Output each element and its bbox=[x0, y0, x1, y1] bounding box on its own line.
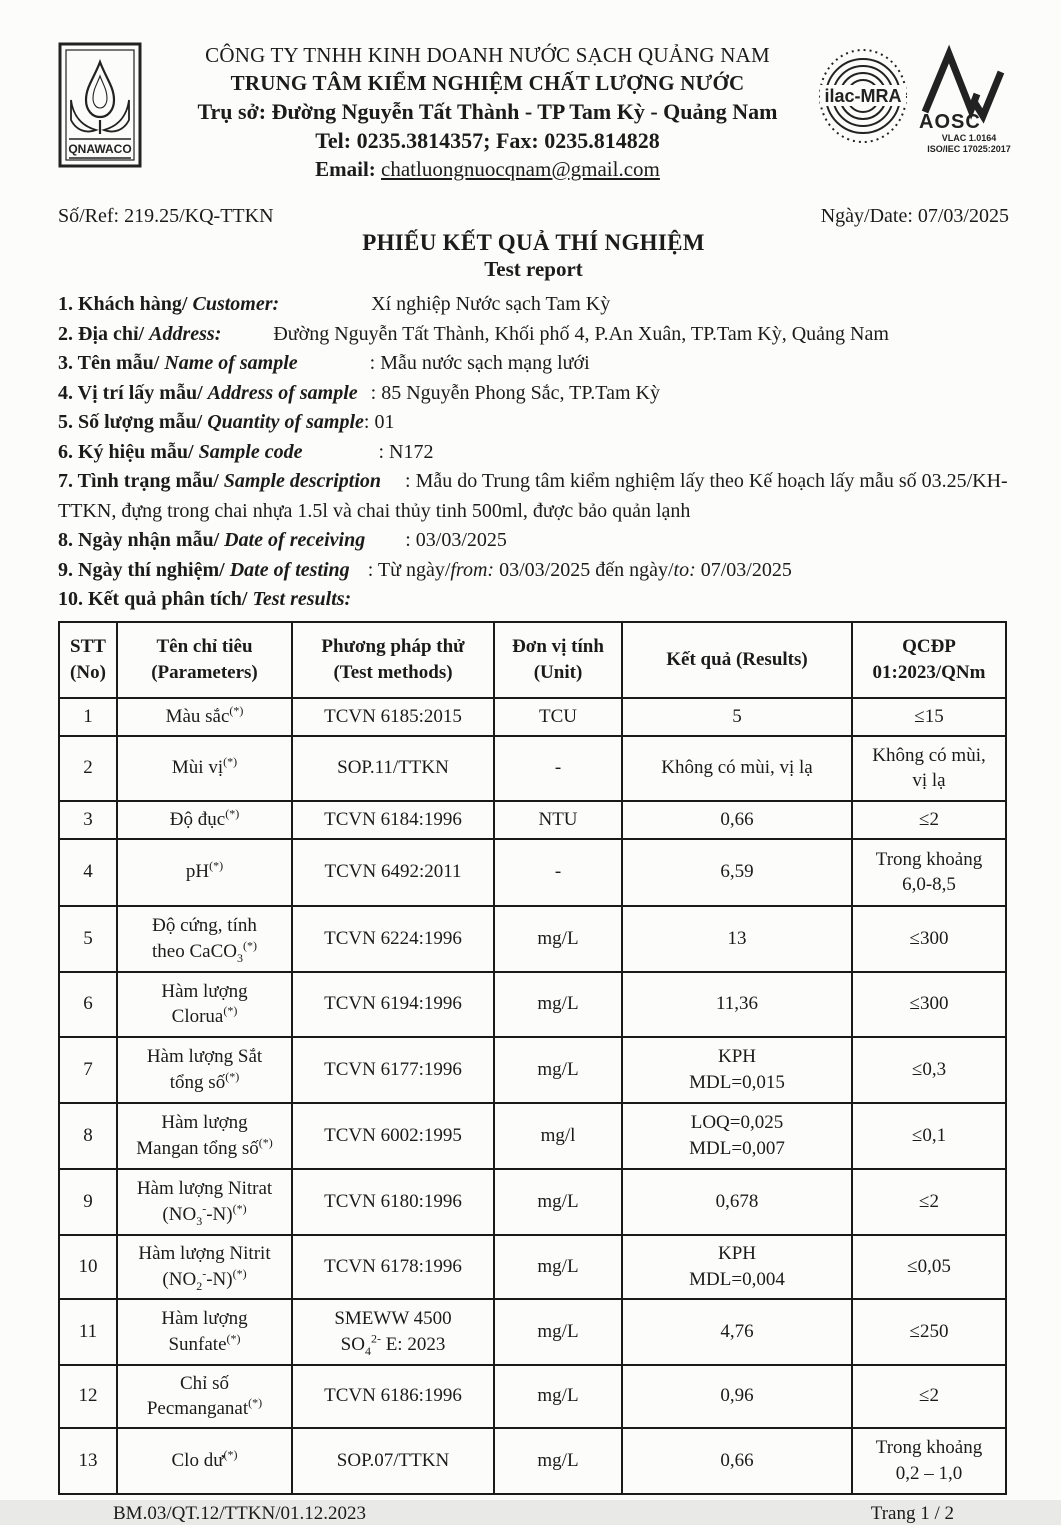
parameter-cell: Độ cứng, tính theo CaCO$_3$(*) bbox=[117, 906, 292, 972]
info-label-vi: 8. Ngày nhận mẫu/ bbox=[58, 529, 225, 552]
table-header bbox=[59, 622, 1006, 698]
parameter-cell: Hàm lượng Sắt tổng số(*) bbox=[117, 1037, 292, 1103]
email-label: Email: bbox=[315, 156, 376, 181]
email-link[interactable]: chatluongnuocqnam@gmail.com bbox=[381, 156, 660, 181]
svg-text:VLAC 1.0164: VLAC 1.0164 bbox=[941, 133, 997, 143]
row-no-cell: 1 bbox=[59, 698, 117, 736]
info-label-en: Name of sample bbox=[164, 352, 298, 375]
page-number: Trang 1 / 2 bbox=[870, 1502, 954, 1524]
info-line bbox=[58, 379, 1009, 409]
company-name: CÔNG TY TNHH KINH DOANH NƯỚC SẠCH QUẢNG NAM bbox=[205, 43, 770, 67]
table-row bbox=[59, 1428, 1006, 1494]
info-label-en: Sample code bbox=[198, 440, 303, 463]
method-cell: SMEWW 4500 $SO_4^{2-}$ E: 2023 bbox=[292, 1299, 494, 1365]
form-code: BM.03/QT.12/TTKN/01.12.2023 bbox=[113, 1502, 366, 1524]
svg-text:ISO/IEC 17025:2017: ISO/IEC 17025:2017 bbox=[927, 144, 1011, 154]
header-email-line bbox=[158, 156, 817, 184]
test-results-table bbox=[58, 621, 1007, 1495]
method-cell: TCVN 6194:1996 bbox=[292, 972, 494, 1037]
ref-number: Số/Ref: 219.25/KQ-TTKN bbox=[58, 205, 274, 228]
info-label-vi: 5. Số lượng mẫu/ bbox=[58, 411, 208, 434]
parameter-cell: Hàm lượng Clorua(*) bbox=[117, 972, 292, 1037]
row-no-cell: 10 bbox=[59, 1235, 117, 1299]
info-label-vi: 3. Tên mẫu/ bbox=[58, 352, 165, 375]
parameter-cell: Chỉ số Pecmanganat(*) bbox=[117, 1365, 292, 1428]
info-value: Xí nghiệp Nước sạch Tam Kỳ bbox=[371, 293, 611, 316]
info-value: to: bbox=[673, 558, 696, 581]
method-cell: TCVN 6002:1995 bbox=[292, 1103, 494, 1169]
limit-cell: Trong khoảng 0,2 – 1,0 bbox=[852, 1428, 1006, 1494]
page-subtitle: Test report bbox=[484, 257, 583, 282]
parameter-cell: Độ đục(*) bbox=[117, 801, 292, 839]
unit-cell: NTU bbox=[494, 801, 622, 839]
row-no-cell: 6 bbox=[59, 972, 117, 1037]
result-cell: KPH MDL=0,004 bbox=[622, 1235, 852, 1299]
company-logo bbox=[58, 40, 158, 168]
info-label-en: Date of testing bbox=[229, 558, 350, 581]
unit-cell: - bbox=[494, 839, 622, 906]
row-no-cell: 13 bbox=[59, 1428, 117, 1494]
table-row bbox=[59, 801, 1006, 839]
info-line bbox=[58, 349, 1009, 379]
row-no-cell: 3 bbox=[59, 801, 117, 839]
info-line bbox=[58, 290, 1009, 320]
limit-cell: ≤0,05 bbox=[852, 1235, 1006, 1299]
info-value: : 03/03/2025 bbox=[405, 529, 507, 552]
row-no-cell: 12 bbox=[59, 1365, 117, 1428]
result-cell: 4,76 bbox=[622, 1299, 852, 1365]
info-value: from: bbox=[450, 558, 495, 581]
table-header-cell: QCĐP 01:2023/QNm bbox=[852, 622, 1006, 698]
info-label-vi: 7. Tình trạng mẫu/ bbox=[58, 470, 224, 493]
row-no-cell: 8 bbox=[59, 1103, 117, 1169]
info-value: : Mẫu do Trung tâm kiểm nghiệm lấy theo Kế hoạch lấy mẫu số 03.25/KH-TTKN, đựng trong chai nhựa 1.5l và chai thủy tinh 500ml, được bảo quản lạnh bbox=[58, 470, 1008, 522]
row-no-cell: 11 bbox=[59, 1299, 117, 1365]
info-line bbox=[58, 526, 1009, 556]
limit-cell: ≤0,1 bbox=[852, 1103, 1006, 1169]
info-label-en: Date of receiving bbox=[224, 529, 366, 552]
row-no-cell: 2 bbox=[59, 736, 117, 801]
info-label-vi: 2. Địa chỉ/ bbox=[58, 322, 150, 345]
table-row bbox=[59, 972, 1006, 1037]
result-cell: KPH MDL=0,015 bbox=[622, 1037, 852, 1103]
limit-cell: ≤2 bbox=[852, 1365, 1006, 1428]
limit-cell: Trong khoảng 6,0-8,5 bbox=[852, 839, 1006, 906]
parameter-cell: Hàm lượng Nitrit $(NO_2^--N)^{(*)}$ bbox=[117, 1235, 292, 1299]
info-label-vi: 6. Ký hiệu mẫu/ bbox=[58, 440, 199, 463]
result-cell: 0,96 bbox=[622, 1365, 852, 1428]
qnawaco-logo-icon bbox=[58, 42, 142, 168]
aosc-logo-icon bbox=[917, 46, 1009, 158]
unit-cell: mg/L bbox=[494, 1169, 622, 1235]
info-label-en: Quantity of sample bbox=[207, 411, 364, 434]
unit-cell: mg/l bbox=[494, 1103, 622, 1169]
method-cell: TCVN 6184:1996 bbox=[292, 801, 494, 839]
parameter-cell: Màu sắc(*) bbox=[117, 698, 292, 736]
table-header-cell: STT (No) bbox=[59, 622, 117, 698]
ilac-mra-logo-icon bbox=[817, 46, 909, 146]
table-row bbox=[59, 839, 1006, 906]
parameter-cell: pH(*) bbox=[117, 839, 292, 906]
info-label-en: Address of sample bbox=[207, 381, 358, 404]
unit-cell: mg/L bbox=[494, 1235, 622, 1299]
unit-cell: mg/L bbox=[494, 906, 622, 972]
header-text-block bbox=[158, 40, 817, 183]
table-row bbox=[59, 1169, 1006, 1235]
info-value: : 85 Nguyễn Phong Sắc, TP.Tam Kỳ bbox=[370, 381, 660, 404]
info-line bbox=[58, 438, 1009, 468]
page-title: PHIẾU KẾT QUẢ THÍ NGHIỆM bbox=[362, 230, 705, 256]
row-no-cell: 9 bbox=[59, 1169, 117, 1235]
table-row bbox=[59, 1365, 1006, 1428]
info-line bbox=[58, 556, 1009, 586]
sample-info-list bbox=[58, 290, 1009, 615]
parameter-cell: Hàm lượng Mangan tổng số(*) bbox=[117, 1103, 292, 1169]
info-label-en: Test results: bbox=[252, 588, 352, 611]
limit-cell: Không có mùi, vị lạ bbox=[852, 736, 1006, 801]
limit-cell: ≤15 bbox=[852, 698, 1006, 736]
unit-cell: mg/L bbox=[494, 1428, 622, 1494]
info-label-vi: 1. Khách hàng/ bbox=[58, 293, 193, 316]
unit-cell: mg/L bbox=[494, 1299, 622, 1365]
footer-row bbox=[58, 1503, 1009, 1525]
info-label-vi: 4. Vị trí lấy mẫu/ bbox=[58, 381, 208, 404]
method-cell: SOP.07/TTKN bbox=[292, 1428, 494, 1494]
table-header-cell: Tên chỉ tiêu (Parameters) bbox=[117, 622, 292, 698]
info-value: : N172 bbox=[378, 440, 434, 463]
center-name: TRUNG TÂM KIỂM NGHIỆM CHẤT LƯỢNG NƯỚC bbox=[230, 70, 745, 95]
method-cell: TCVN 6180:1996 bbox=[292, 1169, 494, 1235]
accreditation-logos bbox=[817, 40, 1009, 158]
limit-cell: ≤2 bbox=[852, 801, 1006, 839]
info-label-en: Sample description bbox=[223, 470, 382, 493]
header-address: Trụ sở: Đường Nguyễn Tất Thành - TP Tam Kỳ - Quảng Nam bbox=[197, 99, 778, 125]
parameter-cell: Clo dư(*) bbox=[117, 1428, 292, 1494]
limit-cell: ≤300 bbox=[852, 906, 1006, 972]
unit-cell: mg/L bbox=[494, 1365, 622, 1428]
info-line bbox=[58, 408, 1009, 438]
method-cell: SOP.11/TTKN bbox=[292, 736, 494, 801]
result-cell: 0,66 bbox=[622, 801, 852, 839]
unit-cell: - bbox=[494, 736, 622, 801]
info-value: : 01 bbox=[363, 411, 395, 434]
table-header-cell: Kết quả (Results) bbox=[622, 622, 852, 698]
info-value: Đường Nguyễn Tất Thành, Khối phố 4, P.An Xuân, TP.Tam Kỳ, Quảng Nam bbox=[273, 322, 889, 345]
result-cell: 11,36 bbox=[622, 972, 852, 1037]
unit-cell: mg/L bbox=[494, 1037, 622, 1103]
parameter-cell: Hàm lượng Nitrat $(NO_3^--N)^{(*)}$ bbox=[117, 1169, 292, 1235]
info-value: 03/03/2025 đến ngày/ bbox=[494, 558, 674, 581]
method-cell: TCVN 6185:2015 bbox=[292, 698, 494, 736]
info-line bbox=[58, 585, 1009, 615]
table-row bbox=[59, 1037, 1006, 1103]
method-cell: TCVN 6178:1996 bbox=[292, 1235, 494, 1299]
info-value: 07/03/2025 bbox=[695, 558, 792, 581]
svg-text:ilac-MRA: ilac-MRA bbox=[824, 86, 902, 106]
result-cell: 5 bbox=[622, 698, 852, 736]
result-cell: 0,66 bbox=[622, 1428, 852, 1494]
result-cell: 0,678 bbox=[622, 1169, 852, 1235]
method-cell: TCVN 6492:2011 bbox=[292, 839, 494, 906]
table-row bbox=[59, 1235, 1006, 1299]
row-no-cell: 4 bbox=[59, 839, 117, 906]
limit-cell: ≤250 bbox=[852, 1299, 1006, 1365]
info-label-vi: 9. Ngày thí nghiệm/ bbox=[58, 558, 230, 581]
parameter-cell: Mùi vị(*) bbox=[117, 736, 292, 801]
meta-row bbox=[58, 205, 1009, 228]
table-row bbox=[59, 1299, 1006, 1365]
info-label-vi: 10. Kết quả phân tích/ bbox=[58, 588, 253, 611]
info-label-en: Address: bbox=[149, 322, 222, 345]
method-cell: TCVN 6186:1996 bbox=[292, 1365, 494, 1428]
info-line bbox=[58, 467, 1009, 526]
result-cell: 6,59 bbox=[622, 839, 852, 906]
header-tel-fax: Tel: 0235.3814357; Fax: 0235.814828 bbox=[315, 128, 660, 154]
table-row bbox=[59, 1103, 1006, 1169]
method-cell: TCVN 6177:1996 bbox=[292, 1037, 494, 1103]
result-cell: 13 bbox=[622, 906, 852, 972]
table-row bbox=[59, 698, 1006, 736]
unit-cell: mg/L bbox=[494, 972, 622, 1037]
result-cell: LOQ=0,025 MDL=0,007 bbox=[622, 1103, 852, 1169]
table-header-cell: Đơn vị tính (Unit) bbox=[494, 622, 622, 698]
limit-cell: ≤2 bbox=[852, 1169, 1006, 1235]
table-row bbox=[59, 736, 1006, 801]
info-label-en: Customer: bbox=[192, 293, 280, 316]
table-header-cell: Phương pháp thử (Test methods) bbox=[292, 622, 494, 698]
svg-text:AOSC: AOSC bbox=[919, 111, 981, 133]
limit-cell: ≤0,3 bbox=[852, 1037, 1006, 1103]
unit-cell: TCU bbox=[494, 698, 622, 736]
row-no-cell: 5 bbox=[59, 906, 117, 972]
parameter-cell: Hàm lượng Sunfate(*) bbox=[117, 1299, 292, 1365]
row-no-cell: 7 bbox=[59, 1037, 117, 1103]
result-cell: Không có mùi, vị lạ bbox=[622, 736, 852, 801]
table-row bbox=[59, 906, 1006, 972]
svg-text:QNAWACO: QNAWACO bbox=[68, 142, 132, 156]
limit-cell: ≤300 bbox=[852, 972, 1006, 1037]
document-header bbox=[58, 40, 1009, 183]
info-value: : Từ ngày/ bbox=[367, 558, 451, 581]
report-date: Ngày/Date: 07/03/2025 bbox=[820, 205, 1009, 228]
method-cell: TCVN 6224:1996 bbox=[292, 906, 494, 972]
info-value: : Mẫu nước sạch mạng lưới bbox=[369, 352, 590, 375]
info-line bbox=[58, 320, 1009, 350]
